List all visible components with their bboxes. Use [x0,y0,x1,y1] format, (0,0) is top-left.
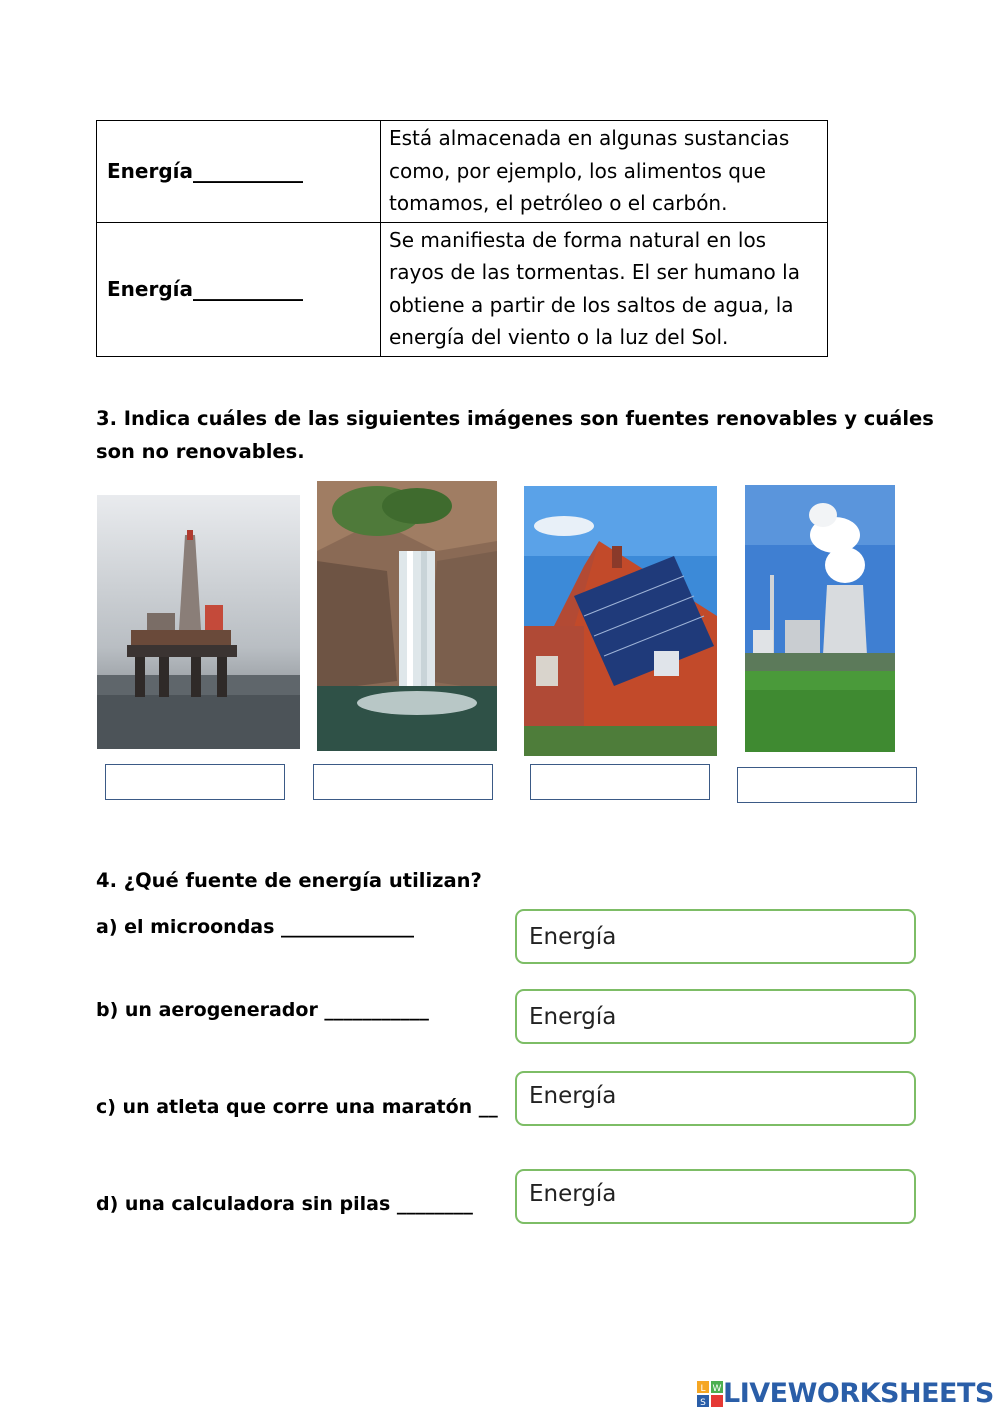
energy-label-cell: Energía___________ [97,121,381,223]
description-line: rayos de las tormentas. El ser humano la [389,260,800,284]
logo-icon [697,1381,723,1407]
image-1-answer-box[interactable] [105,764,285,800]
definitions-table [96,120,828,357]
logo-letter: S [700,1397,706,1407]
question-4-title: 4. ¿Qué fuente de energía utilizan? [96,869,482,892]
logo-text: LIVEWORKSHEETS [723,1378,994,1409]
logo-letter: W [712,1383,722,1394]
oil-platform-image [97,495,300,749]
item-a-text: a) el microondas ______________ [96,916,415,938]
question-3 [96,402,934,468]
item-c-input[interactable]: Energía [515,1071,916,1126]
solar-house-image [524,486,717,756]
description-cell [381,222,828,356]
logo-letter: L [700,1383,706,1394]
image-4-answer-box[interactable] [737,767,917,803]
item-c-text: c) un atleta que corre una maratón __ [96,1096,498,1118]
item-d-text: d) una calculadora sin pilas ________ [96,1193,473,1215]
energy-label-cell: Energía___________ [97,222,381,356]
description-line: obtiene a partir de los saltos de agua, la [389,292,794,317]
image-3-answer-box[interactable] [530,764,710,800]
question-3-line: son no renovables. [96,440,305,463]
question-3-line: 3. Indica cuáles de las siguientes imágenes son fuentes renovables y cuáles [96,407,934,430]
item-d-input[interactable]: Energía [515,1169,916,1224]
description-line: Se manifiesta de forma natural en los [389,227,767,252]
description-line: tomamos, el petróleo o el carbón. [389,191,728,215]
waterfall-image [317,481,497,751]
table-row [97,121,828,223]
description-line: Está almacenada en algunas sustancias [389,126,790,150]
description-cell [381,121,828,223]
table-row [97,222,828,356]
item-b-input[interactable]: Energía [515,989,916,1044]
liveworksheets-logo [697,1378,994,1409]
description-line: energía del viento o la luz del Sol. [389,325,729,349]
nuclear-plant-image [745,485,895,752]
item-a-input[interactable]: Energía [515,909,916,964]
image-2-answer-box[interactable] [313,764,493,800]
item-b-text: b) un aerogenerador ___________ [96,999,429,1021]
description-line: como, por ejemplo, los alimentos que [389,158,766,183]
